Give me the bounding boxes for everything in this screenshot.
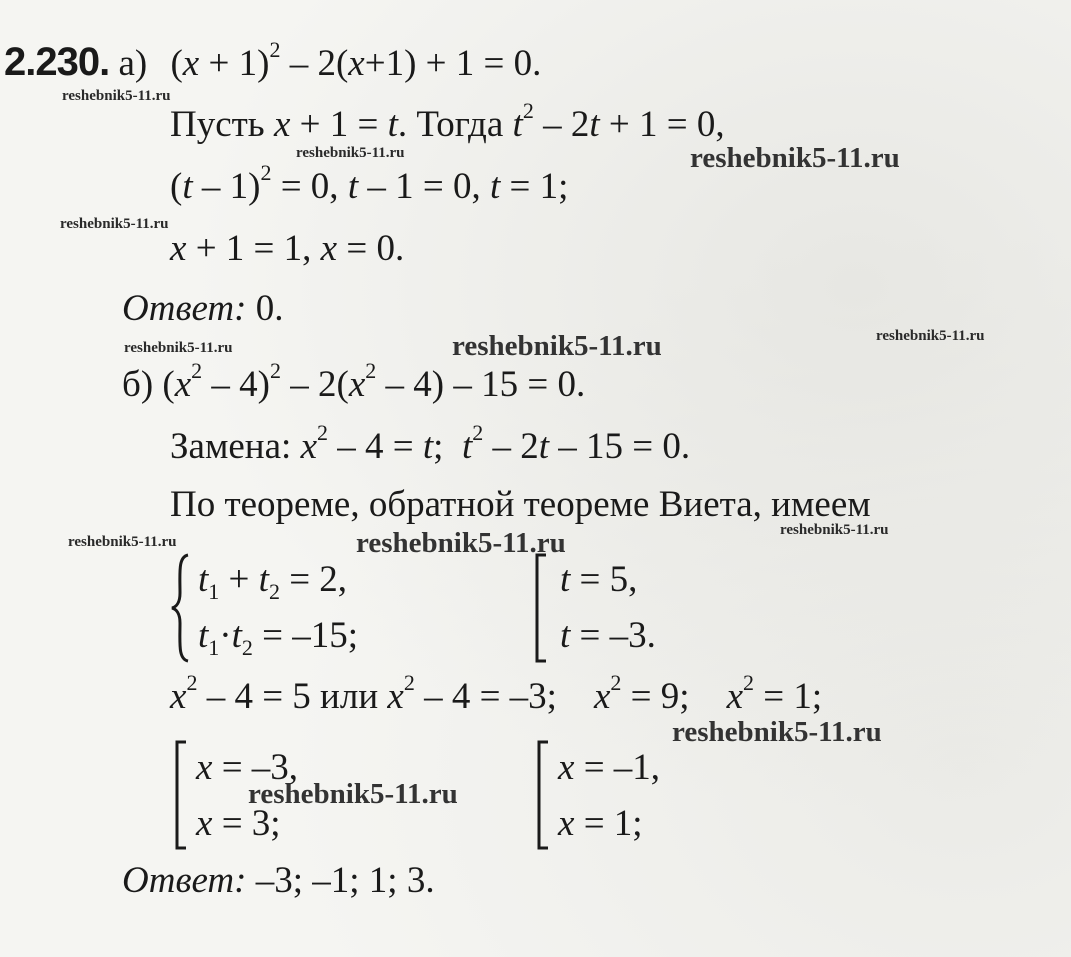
part-b-cases: $x^2 - 4 = 5$ или $x^2 - 4 = -3$; $x^2 = 9$; $x^2 = 1$; [170, 670, 823, 717]
part-a-equation: $(x + 1)^2 - 2(x+1) + 1 = 0$. [170, 37, 542, 84]
part-a-answer [122, 290, 283, 327]
answer-value: –3; –1; 1; 3. [255, 860, 435, 901]
watermark: reshebnik5-11.ru [690, 142, 900, 174]
watermark: reshebnik5-11.ru [248, 778, 458, 810]
part-a-label: а) [118, 43, 148, 84]
watermark: reshebnik5-11.ru [672, 716, 882, 748]
part-a-line1: Пусть x + 1 = t. Тогда $t^2 - 2t + 1 = 0$, [170, 98, 725, 145]
watermark: reshebnik5-11.ru [124, 340, 233, 356]
problem-header [4, 37, 542, 84]
roots-x1-1: x = –3, [196, 747, 299, 788]
system-line-1: $t_1 + t_2 = 2$, [198, 559, 348, 604]
watermark: reshebnik5-11.ru [68, 534, 177, 550]
roots-t-2: t = –3. [560, 615, 656, 656]
answer-value: 0. [255, 288, 284, 329]
part-b-answer [122, 862, 435, 899]
roots-x1-2: x = 3; [196, 803, 281, 844]
watermark: reshebnik5-11.ru [356, 527, 566, 559]
watermark: reshebnik5-11.ru [60, 216, 169, 232]
roots-x2-bracket [536, 740, 550, 850]
roots-x2-1: x = –1, [558, 747, 661, 788]
part-a-line2: (t – 1)$^2$ = 0, t – 1 = 0, t = 1; [170, 160, 569, 207]
watermark: reshebnik5-11.ru [876, 328, 985, 344]
part-b-header: б) $(x^2 - 4)^2 - 2(x^2 - 4) - 15 = 0$. [122, 358, 586, 405]
roots-t-bracket [534, 553, 548, 663]
part-b-label: б) [122, 364, 154, 405]
watermark: reshebnik5-11.ru [62, 88, 171, 104]
roots-x1-bracket [174, 740, 188, 850]
watermark: reshebnik5-11.ru [780, 522, 889, 538]
roots-t-1: t = 5, [560, 559, 638, 600]
part-b-substitution: Замена: $x^2 - 4 = t$; $t^2 - 2t - 15 = 0$. [170, 420, 691, 467]
system-brace [170, 553, 192, 663]
part-b-vieta-text: По теореме, обратной теореме Виета, имеем [170, 484, 871, 525]
part-a-line3: x + 1 = 1, x = 0. [170, 228, 405, 269]
watermark: reshebnik5-11.ru [452, 330, 662, 362]
system-line-2: $t_1\cdot t_2 = -15$; [198, 615, 359, 660]
roots-x2-2: x = 1; [558, 803, 643, 844]
problem-number: 2.230. [4, 40, 110, 84]
answer-label: Ответ: [122, 288, 247, 329]
answer-label: Ответ: [122, 860, 247, 901]
watermark: reshebnik5-11.ru [296, 145, 405, 161]
